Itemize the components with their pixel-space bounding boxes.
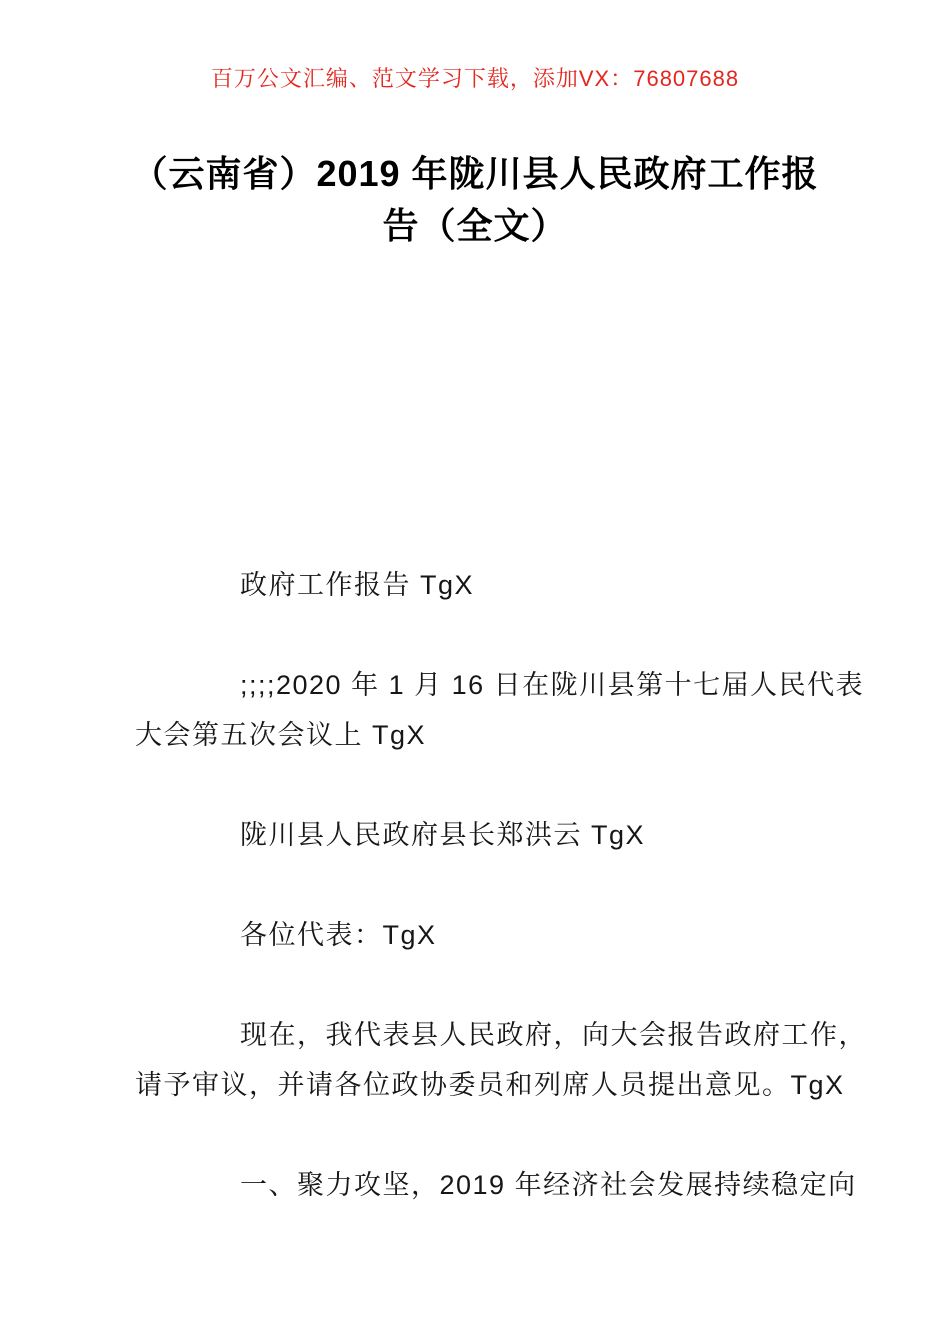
paragraph — [135, 1010, 867, 1110]
paragraph — [135, 1160, 857, 1210]
document-body — [0, 560, 950, 1210]
paragraph-line: 陇川县人民政府县长郑洪云 TgX — [240, 820, 646, 850]
document-title — [95, 148, 855, 252]
paragraph — [135, 810, 850, 860]
paragraph — [135, 910, 850, 960]
paragraph — [135, 560, 850, 610]
paragraph-line: 现在，我代表县人民政府，向大会报告政府工作， — [240, 1020, 867, 1050]
document-title-line-1: （云南省）2019 年陇川县人民政府工作报 — [131, 153, 819, 194]
watermark-banner: 百万公文汇编、范文学习下载，添加VX：76807688 — [210, 66, 740, 91]
paragraph-line: ;;;;2020 年 1 月 16 日在陇川县第十七届人民代表 — [240, 670, 865, 700]
paragraph — [135, 660, 865, 760]
paragraph-line: 政府工作报告 TgX — [240, 570, 475, 600]
paragraph-line: 一、聚力攻坚，2019 年经济社会发展持续稳定向 — [240, 1170, 857, 1200]
paragraph-line: 各位代表：TgX — [240, 920, 437, 950]
paragraph-line: 请予审议，并请各位政协委员和列席人员提出意见。TgX — [135, 1070, 845, 1100]
paragraph-line: 大会第五次会议上 TgX — [135, 720, 427, 750]
document-title-line-2: 告（全文） — [382, 205, 568, 246]
